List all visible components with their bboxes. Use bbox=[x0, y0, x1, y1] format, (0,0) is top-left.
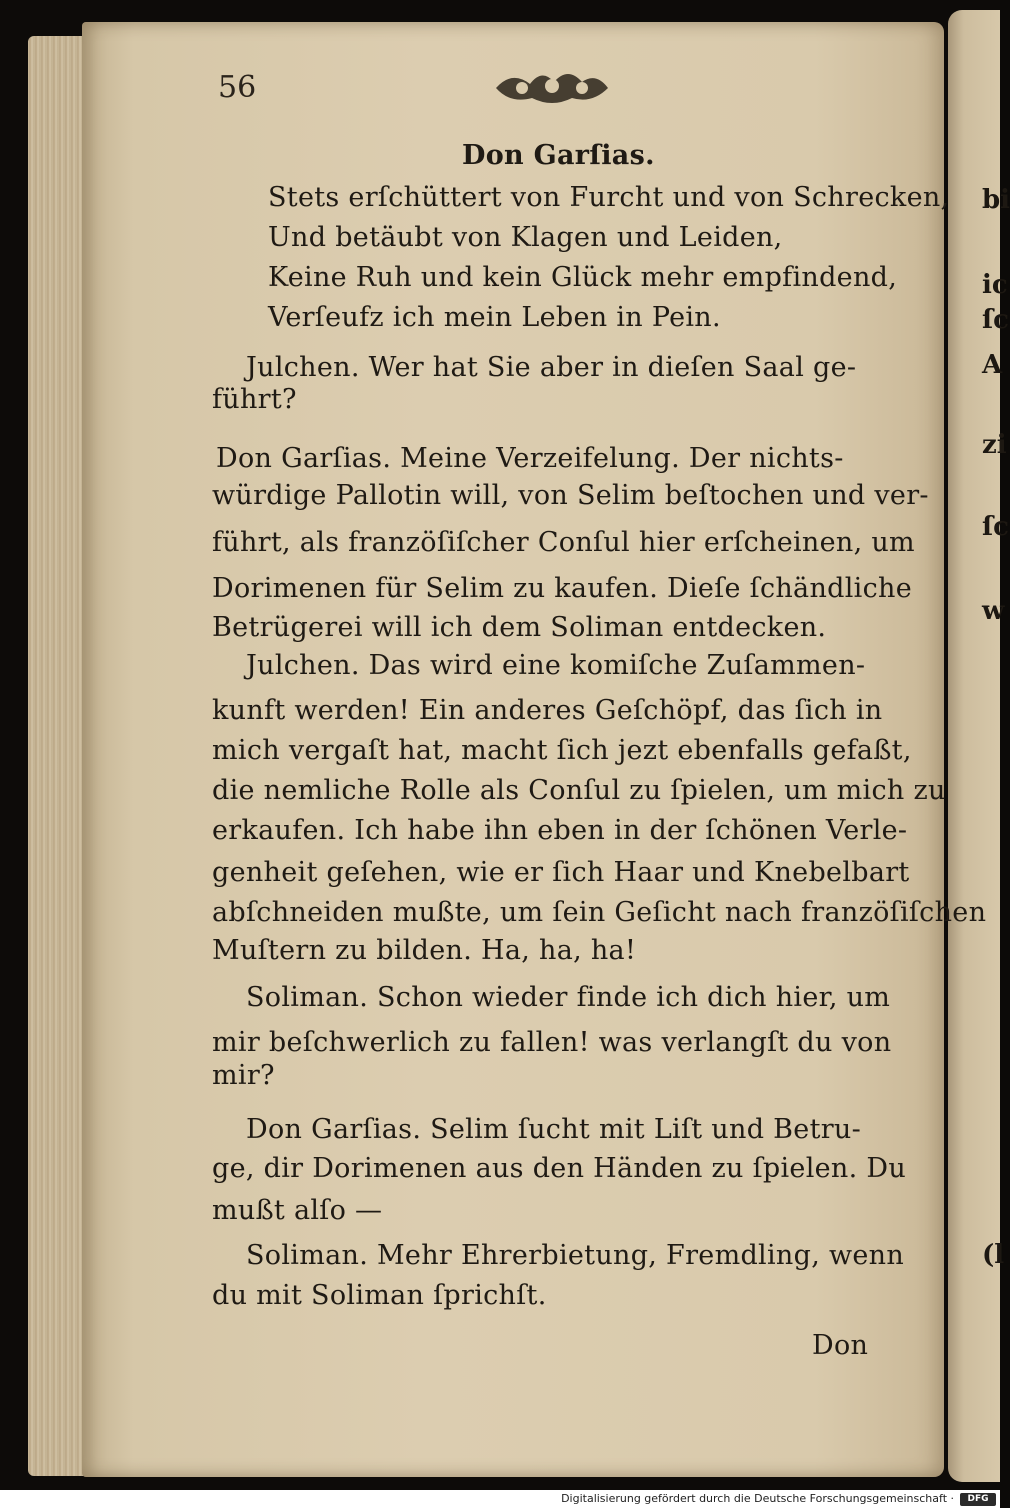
text-line: Don Garſias. Selim ſucht mit Liſt und Betru- bbox=[246, 1114, 862, 1145]
text-line: genheit geſehen, wie er ſich Haar und Knebelbart bbox=[212, 857, 910, 888]
text-line: Soliman. Mehr Ehrerbietung, Fremdling, wenn bbox=[246, 1240, 905, 1271]
text-line: führt? bbox=[212, 384, 297, 415]
text-line: würdige Pallotin will, von Selim beſtochen und ver- bbox=[212, 480, 929, 511]
text-line: Julchen. Wer hat Sie aber in dieſen Saal ge- bbox=[246, 352, 857, 383]
text-line: erkaufen. Ich habe ihn eben in der ſchönen Verle- bbox=[212, 815, 908, 846]
right-page-fragment: w bbox=[982, 596, 1005, 626]
verse-line: Und betäubt von Klagen und Leiden, bbox=[268, 222, 783, 253]
text-line: führt, als franzöſiſcher Conſul hier erſcheinen, um bbox=[212, 527, 915, 558]
right-page-fragment: ſc bbox=[982, 305, 1010, 335]
right-page-fragment: zi bbox=[982, 430, 1007, 460]
text-line: Betrügerei will ich dem Soliman entdecken. bbox=[212, 612, 827, 643]
right-page-fragment: ſc bbox=[982, 512, 1010, 542]
text-line: mich vergaſt hat, macht ſich jezt ebenfalls gefaßt, bbox=[212, 735, 912, 766]
text-line: kunft werden! Ein anderes Geſchöpf, das ſich in bbox=[212, 695, 883, 726]
text-line: mir beſchwerlich zu fallen! was verlangſt du von bbox=[212, 1027, 892, 1058]
text-line: ge, dir Dorimenen aus den Händen zu ſpielen. Du bbox=[212, 1153, 907, 1184]
text-line: Julchen. Das wird eine komiſche Zuſammen- bbox=[246, 650, 866, 681]
text-line: mußt alſo — bbox=[212, 1195, 383, 1226]
text-line: Muſtern zu bilden. Ha, ha, ha! bbox=[212, 935, 637, 966]
ornament-icon bbox=[492, 60, 612, 110]
right-page-fragment: A bbox=[982, 350, 1003, 380]
verse-line: Verſeufz ich mein Leben in Pein. bbox=[268, 302, 721, 333]
text-line: Dorimenen für Selim zu kaufen. Dieſe ſchändliche bbox=[212, 573, 912, 604]
text-line: du mit Soliman ſprichſt. bbox=[212, 1280, 547, 1311]
verse-line: Keine Ruh und kein Glück mehr empfindend, bbox=[268, 262, 898, 293]
heading-speaker: Don Garſias. bbox=[462, 140, 655, 171]
right-page-fragment: (l bbox=[982, 1240, 1005, 1270]
page-number: 56 bbox=[218, 70, 257, 105]
text-line: die nemliche Rolle als Conſul zu ſpielen, um mich zu bbox=[212, 775, 946, 806]
right-page-fragment: bi bbox=[982, 185, 1010, 215]
right-page-fragment: ic bbox=[982, 270, 1008, 300]
text-line: Don Garſias. Meine Verzeifelung. Der nichts- bbox=[216, 443, 844, 474]
verse-line: Stets erſchüttert von Furcht und von Schrecken, bbox=[268, 182, 950, 213]
text-line: mir? bbox=[212, 1060, 275, 1091]
text-line: abſchneiden mußte, um ſein Geſicht nach franzöſiſchen bbox=[212, 897, 987, 928]
text-line: Soliman. Schon wieder finde ich dich hier, um bbox=[246, 982, 891, 1013]
catchword: Don bbox=[812, 1330, 869, 1361]
footer-credit: Digitalisierung gefördert durch die Deutsche Forschungsgemeinschaft · bbox=[561, 1492, 954, 1505]
dfg-logo: DFG bbox=[960, 1493, 996, 1506]
page-edges bbox=[28, 36, 88, 1476]
